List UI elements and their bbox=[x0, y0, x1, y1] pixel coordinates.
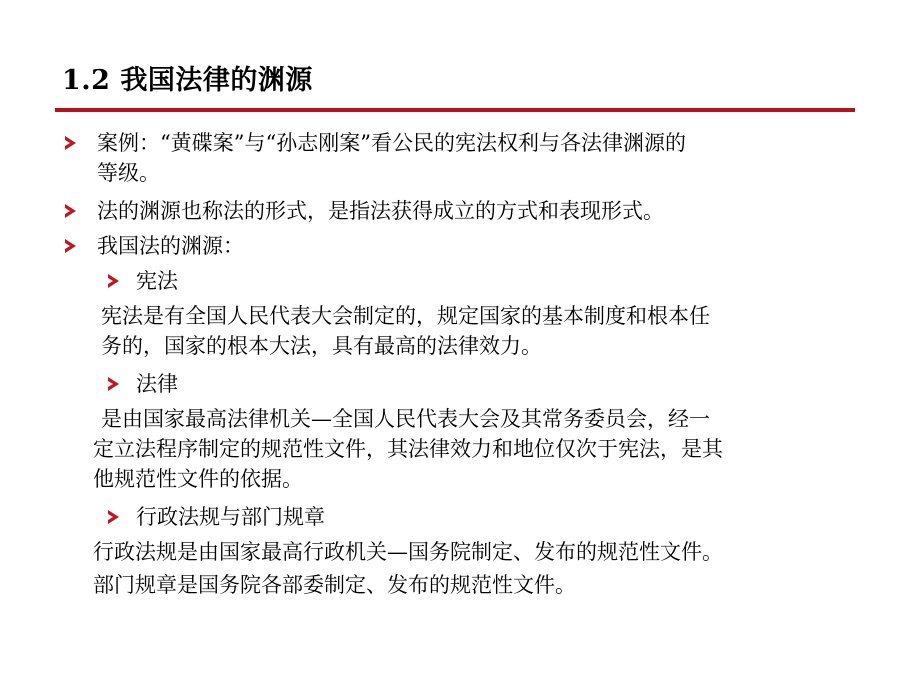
sub-heading-regulations-text: 行政法规与部门规章 bbox=[136, 505, 325, 529]
law-description-line-1: 是由国家最高法律机关—全国人民代表大会及其常务委员会，经一 bbox=[101, 407, 710, 431]
law-description-line-3: 他规范性文件的依据。 bbox=[93, 467, 303, 491]
arrow-bullet-icon bbox=[108, 274, 119, 288]
bullet-sources-text: 我国法的渊源： bbox=[97, 234, 244, 258]
slide-title: 1.2 我国法律的渊源 bbox=[62, 65, 313, 96]
sub-heading-law-text: 法律 bbox=[136, 372, 178, 396]
title-divider bbox=[55, 108, 855, 112]
constitution-description bbox=[101, 301, 710, 361]
sub-heading-law bbox=[136, 369, 178, 399]
bullet-case bbox=[97, 128, 686, 188]
rules-description-line-1: 部门规章是国务院各部委制定、发布的规范性文件。 bbox=[93, 573, 576, 597]
arrow-bullet-icon bbox=[65, 136, 76, 150]
constitution-description-line-1: 宪法是有全国人民代表大会制定的，规定国家的基本制度和根本任 bbox=[101, 304, 710, 328]
sub-heading-constitution-text: 宪法 bbox=[136, 269, 178, 293]
arrow-bullet-icon bbox=[65, 204, 76, 218]
sub-heading-regulations bbox=[136, 502, 325, 532]
law-description bbox=[93, 404, 723, 494]
regulations-description-line-1: 行政法规是由国家最高行政机关—国务院制定、发布的规范性文件。 bbox=[93, 540, 723, 564]
rules-description bbox=[93, 570, 576, 600]
arrow-bullet-icon bbox=[108, 377, 119, 391]
arrow-bullet-icon bbox=[108, 510, 119, 524]
bullet-case-line-2: 等级。 bbox=[97, 161, 160, 185]
constitution-description-line-2: 务的，国家的根本大法，具有最高的法律效力。 bbox=[101, 334, 542, 358]
bullet-definition-text: 法的渊源也称法的形式，是指法获得成立的方式和表现形式。 bbox=[97, 199, 664, 223]
bullet-case-line-1: 案例：“黄碟案”与“孙志刚案”看公民的宪法权利与各法律渊源的 bbox=[97, 131, 686, 155]
regulations-description bbox=[93, 537, 723, 567]
bullet-definition bbox=[97, 196, 664, 226]
law-description-line-2: 定立法程序制定的规范性文件，其法律效力和地位仅次于宪法，是其 bbox=[93, 437, 723, 461]
bullet-sources bbox=[97, 231, 244, 261]
sub-heading-constitution bbox=[136, 266, 178, 296]
arrow-bullet-icon bbox=[65, 239, 76, 253]
